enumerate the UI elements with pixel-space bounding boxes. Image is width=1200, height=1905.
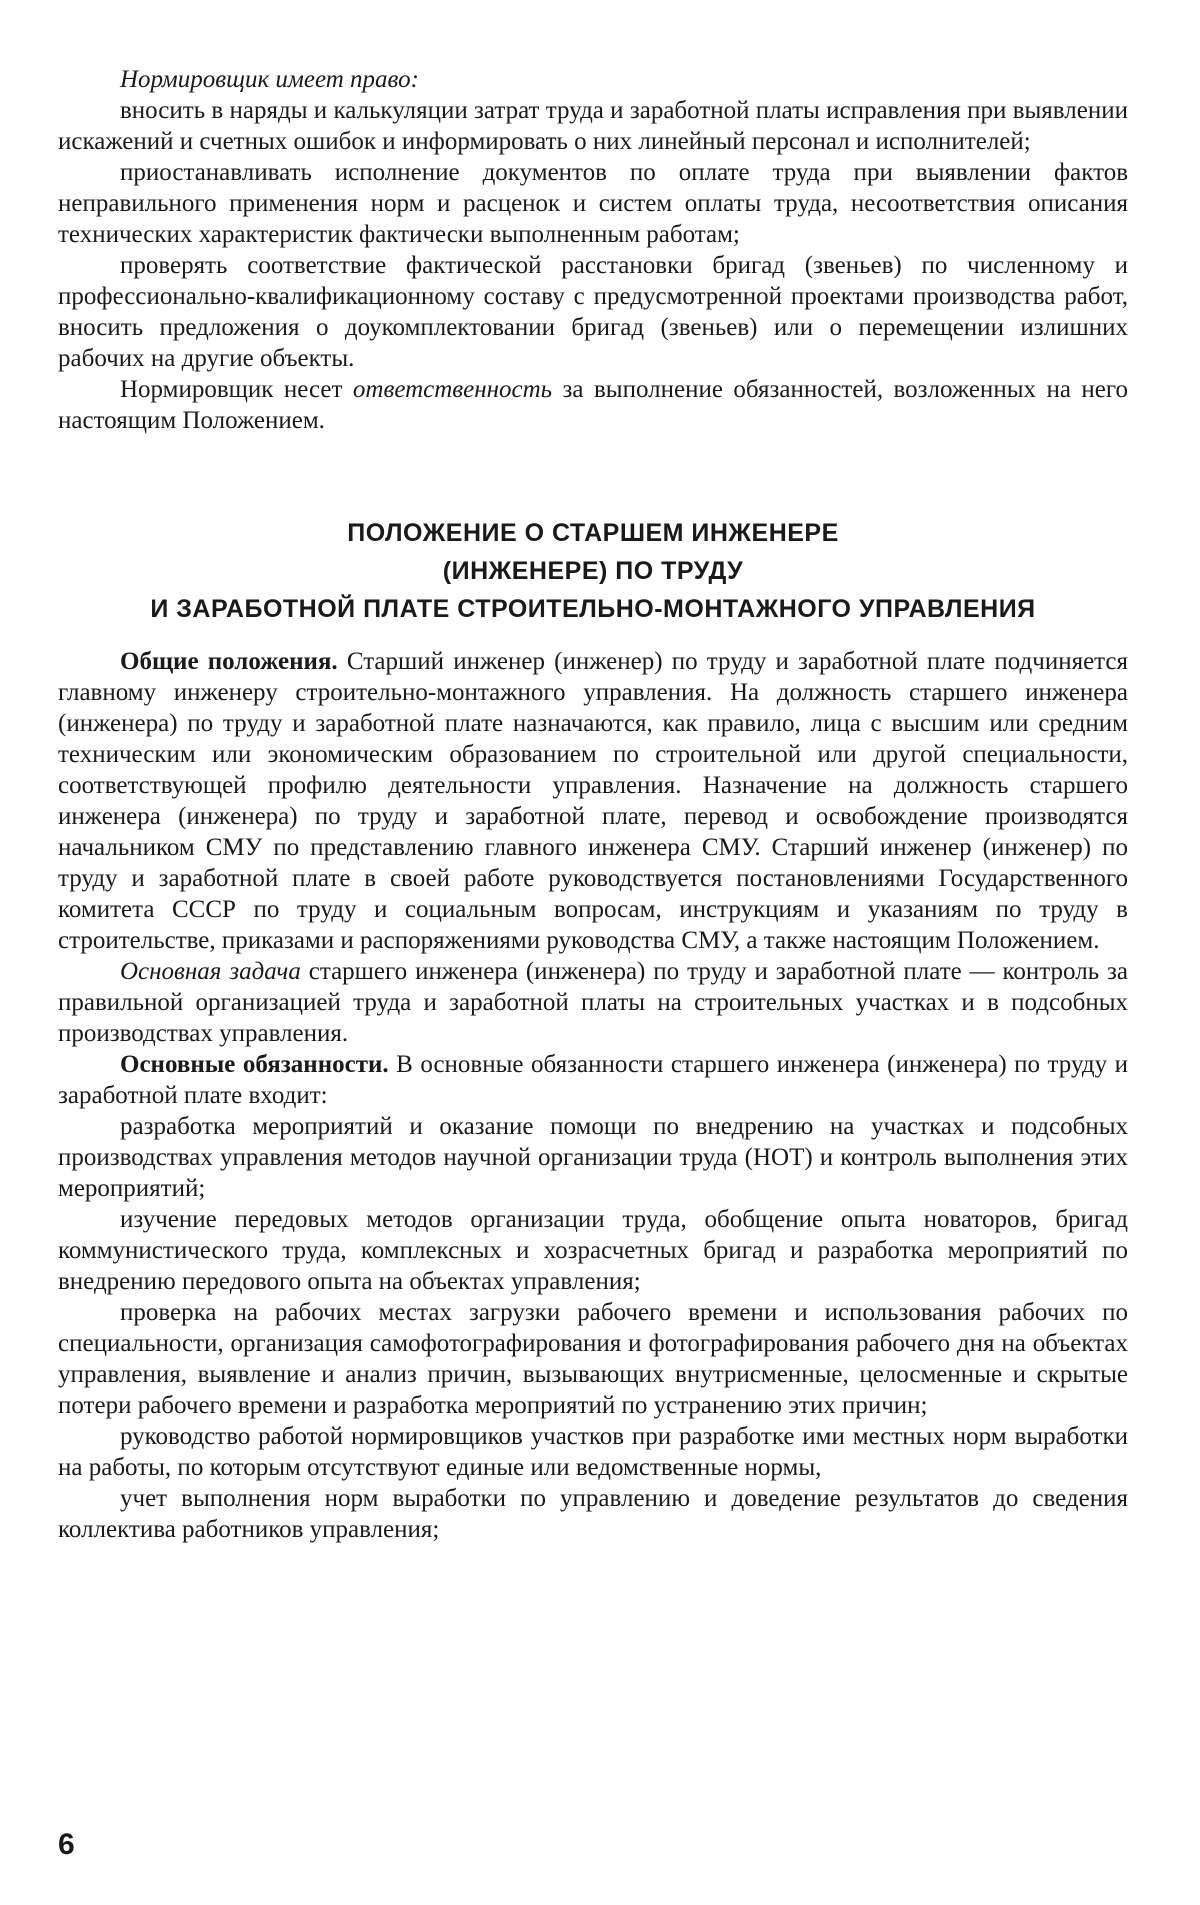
general-provisions-paragraph (58, 646, 1128, 956)
duties-heading: Основные обязанности. (120, 1051, 389, 1078)
duties-text: В основные обязанности старшего инженера (инженера) по труду и заработной плате входит: (58, 1051, 1128, 1109)
general-provisions-text: Старший инженер (инженер) по труду и заработной плате подчиняется главному инженеру строительно-монтажного управления. На должность старшего инженера (инженера) по труду и заработной плате назначаются, как правило, лица с высшим или средним техническим или экономическим образованием по строительной или другой специальности, соответствующей профилю деятельности управления. Назначение на должность старшего инженера (инженера) по труду и заработной плате, перевод и освобождение производятся начальником СМУ по представлению главного инженера СМУ. Старший инженер (инженер) по труду и заработной плате в своей работе руководствуется постановлениями Государственного комитета СССР по труду и социальным вопросам, инструкциям и указаниям по труду в строительстве, приказами и распоряжениями руководства СМУ, а также настоящим Положением. (58, 648, 1128, 954)
section-title (58, 514, 1128, 628)
page-number: 6 (58, 1828, 75, 1861)
duty-item-3: проверка на рабочих местах загрузки рабочего времени и использования рабочих по специальности, организация самофотографирования и фотографирования рабочего дня на объектах управления, выявление и анализ причин, вызывающих внутрисменные, целосменные и скрытые потери рабочего времени и разработка мероприятий по устранению этих причин; (58, 1299, 1128, 1419)
general-provisions-heading: Общие положения. (120, 648, 338, 675)
section-title-line-2: (ИНЖЕНЕРЕ) ПО ТРУДУ (442, 557, 744, 585)
responsibility-after: за выполнение обязанностей, возложенных на него настоящим Положением. (58, 376, 1128, 434)
duty-item-5: учет выполнения норм выработки по управлению и доведение результатов до сведения коллектива работников управления; (58, 1485, 1128, 1543)
responsibility-emphasis: ответственность (352, 376, 553, 403)
right-item-1: вносить в наряды и калькуляции затрат труда и заработной платы исправления при выявлении искажений и счетных ошибок и информировать о них линейный персонал и исполнителей; (58, 97, 1128, 155)
right-item-2: приостанавливать исполнение документов по оплате труда при выявлении фактов неправильного применения норм и расценок и систем оплаты труда, несоответствия описания технических характеристик фактически выполненным работам; (58, 159, 1128, 248)
duty-item-1: разработка мероприятий и оказание помощи по внедрению на участках и подсобных производствах управления методов научной организации труда (НОТ) и контроль выполнения этих мероприятий; (58, 1113, 1128, 1202)
main-task-heading: Основная задача (120, 958, 301, 985)
responsibility-before: Нормировщик несет (120, 376, 353, 403)
intro-text: Нормировщик имеет право: (120, 66, 419, 93)
right-item-3: проверять соответствие фактической расстановки бригад (звеньев) по численному и профессионально-квалификационному составу с предусмотренной проектами производства работ, вносить предложения о доукомплектовании бригад (звеньев) или о перемещении излишних рабочих на другие объекты. (58, 252, 1128, 372)
section-title-line-3: И ЗАРАБОТНОЙ ПЛАТЕ СТРОИТЕЛЬНО-МОНТАЖНОГО УПРАВЛЕНИЯ (150, 595, 1036, 623)
section-title-line-1: ПОЛОЖЕНИЕ О СТАРШЕМ ИНЖЕНЕРЕ (347, 519, 839, 547)
duty-item-2: изучение передовых методов организации труда, обобщение опыта новаторов, бригад коммунистического труда, комплексных и хозрасчетных бригад и разработка мероприятий по внедрению передового опыта на объектах управления; (58, 1206, 1128, 1295)
duty-item-4: руководство работой нормировщиков участков при разработке ими местных норм выработки на работы, по которым отсутствуют единые или ведомственные нормы, (58, 1423, 1128, 1481)
main-task-paragraph (58, 956, 1128, 1049)
duties-paragraph (58, 1049, 1128, 1111)
main-task-text: старшего инженера (инженера) по труду и заработной плате — контроль за правильной организацией труда и заработной платы на строительных участках и в подсобных производствах управления. (58, 958, 1128, 1047)
intro-line (58, 64, 1128, 95)
page-body (58, 64, 1128, 1545)
responsibility-paragraph (58, 374, 1128, 436)
